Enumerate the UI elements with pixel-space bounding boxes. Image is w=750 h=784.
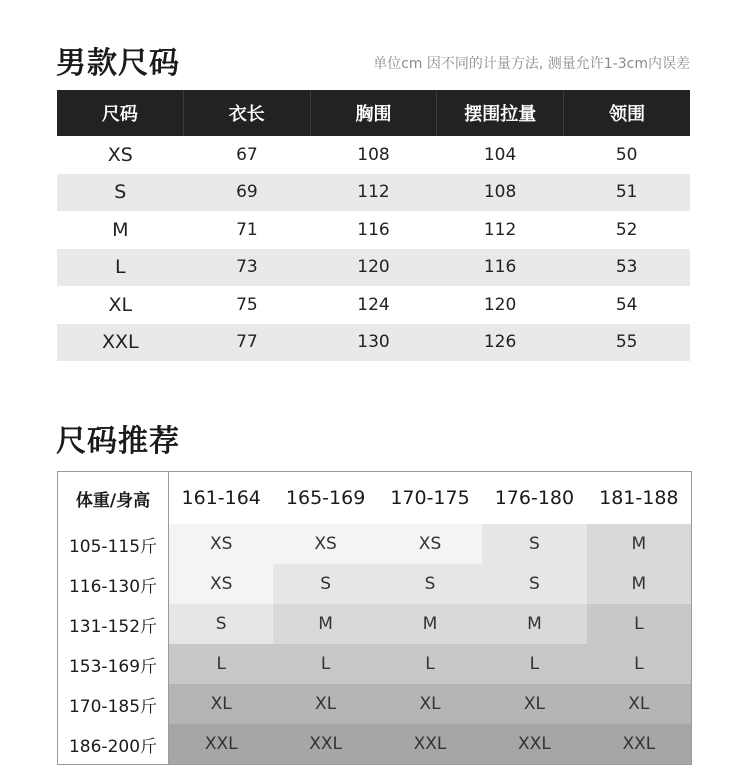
table-row (57, 174, 690, 212)
table-row (57, 324, 690, 362)
table-row (58, 524, 691, 564)
header-hem: 摆围拉量 (437, 90, 564, 136)
weight-range: 153-169斤 (58, 644, 169, 684)
size-recommendation-table (57, 471, 692, 765)
cell-chest: 120 (357, 257, 390, 278)
cell-hem: 112 (483, 219, 517, 240)
cell-chest: 108 (357, 144, 390, 165)
cell-chest: 112 (357, 182, 390, 203)
header-collar: 领围 (609, 104, 646, 125)
recommended-size: L (482, 644, 586, 684)
measurement-note: 单位cm 因不同的计量方法, 测量允许1-3cm内误差 (373, 56, 690, 72)
cell-length: 75 (236, 294, 258, 315)
cell-collar: 52 (615, 219, 638, 240)
size-chart-table (57, 90, 690, 361)
recommended-size: S (482, 564, 586, 604)
table-row (58, 644, 691, 684)
cell-chest: 124 (357, 294, 390, 315)
size-chart-header (57, 90, 690, 136)
recommended-size: M (587, 524, 691, 564)
height-range: 170-175 (390, 487, 470, 509)
cell-size: XXL (101, 331, 139, 354)
table-row (58, 564, 691, 604)
recommended-size: XS (169, 524, 273, 564)
recommended-size: XXL (273, 724, 377, 764)
height-range: 181-188 (599, 487, 679, 509)
cell-hem: 108 (483, 182, 517, 203)
cell-collar: 54 (615, 294, 638, 315)
recommended-size: M (482, 604, 586, 644)
table-row (58, 604, 691, 644)
recommended-size: L (378, 644, 482, 684)
recommended-size: XXL (169, 724, 273, 764)
cell-chest: 116 (357, 219, 390, 240)
cell-size: L (115, 256, 126, 279)
recommended-size: XS (273, 524, 377, 564)
recommended-size: L (169, 644, 273, 684)
recommended-size: XS (378, 524, 482, 564)
table-row (58, 684, 691, 724)
weight-range: 186-200斤 (58, 724, 169, 764)
recommended-size: XL (482, 684, 586, 724)
recommended-size: L (273, 644, 377, 684)
cell-hem: 116 (483, 257, 517, 278)
recommended-size: M (378, 604, 482, 644)
recommended-size: L (587, 604, 691, 644)
table-row (57, 211, 690, 249)
recommended-size: L (587, 644, 691, 684)
weight-range: 131-152斤 (58, 604, 169, 644)
recommended-size: S (378, 564, 482, 604)
header-length: 衣长 (184, 90, 311, 136)
cell-hem: 120 (483, 294, 517, 315)
weight-range: 105-115斤 (58, 524, 169, 564)
table-row (57, 136, 690, 174)
cell-collar: 50 (615, 144, 638, 165)
recommended-size: XS (169, 564, 273, 604)
recommended-size: S (169, 604, 273, 644)
cell-hem: 126 (483, 332, 517, 353)
size-chart-title: 男款尺码 (56, 46, 180, 81)
recommended-size: XL (169, 684, 273, 724)
table-row (57, 249, 690, 287)
recommendation-title: 尺码推荐 (56, 424, 180, 459)
weight-range: 170-185斤 (58, 684, 169, 724)
corner-label: 体重/身高 (58, 472, 169, 524)
cell-chest: 130 (357, 332, 390, 353)
recommended-size: XL (587, 684, 691, 724)
height-range: 176-180 (494, 487, 575, 509)
weight-range: 116-130斤 (58, 564, 169, 604)
recommendation-header (58, 472, 691, 524)
cell-hem: 104 (483, 144, 517, 165)
recommended-size: XXL (587, 724, 691, 764)
cell-size: S (114, 181, 127, 204)
cell-length: 73 (236, 257, 258, 278)
cell-collar: 51 (615, 182, 638, 203)
cell-size: M (112, 218, 129, 241)
recommended-size: XL (378, 684, 482, 724)
table-row (58, 724, 691, 764)
cell-length: 69 (236, 182, 258, 203)
cell-length: 77 (236, 332, 258, 353)
recommended-size: M (273, 604, 377, 644)
cell-collar: 53 (615, 257, 638, 278)
header-size: 尺码 (57, 90, 184, 136)
recommended-size: XXL (378, 724, 482, 764)
cell-size: XS (107, 143, 133, 166)
recommended-size: M (587, 564, 691, 604)
recommended-size: S (482, 524, 586, 564)
recommended-size: XXL (482, 724, 586, 764)
cell-collar: 55 (615, 332, 638, 353)
recommended-size: S (273, 564, 377, 604)
recommended-size: XL (273, 684, 377, 724)
cell-length: 71 (236, 219, 258, 240)
cell-length: 67 (236, 144, 258, 165)
height-range: 161-164 (181, 487, 261, 509)
table-row (57, 286, 690, 324)
height-range: 165-169 (285, 487, 366, 509)
header-chest: 胸围 (311, 90, 438, 136)
cell-size: XL (108, 293, 133, 316)
